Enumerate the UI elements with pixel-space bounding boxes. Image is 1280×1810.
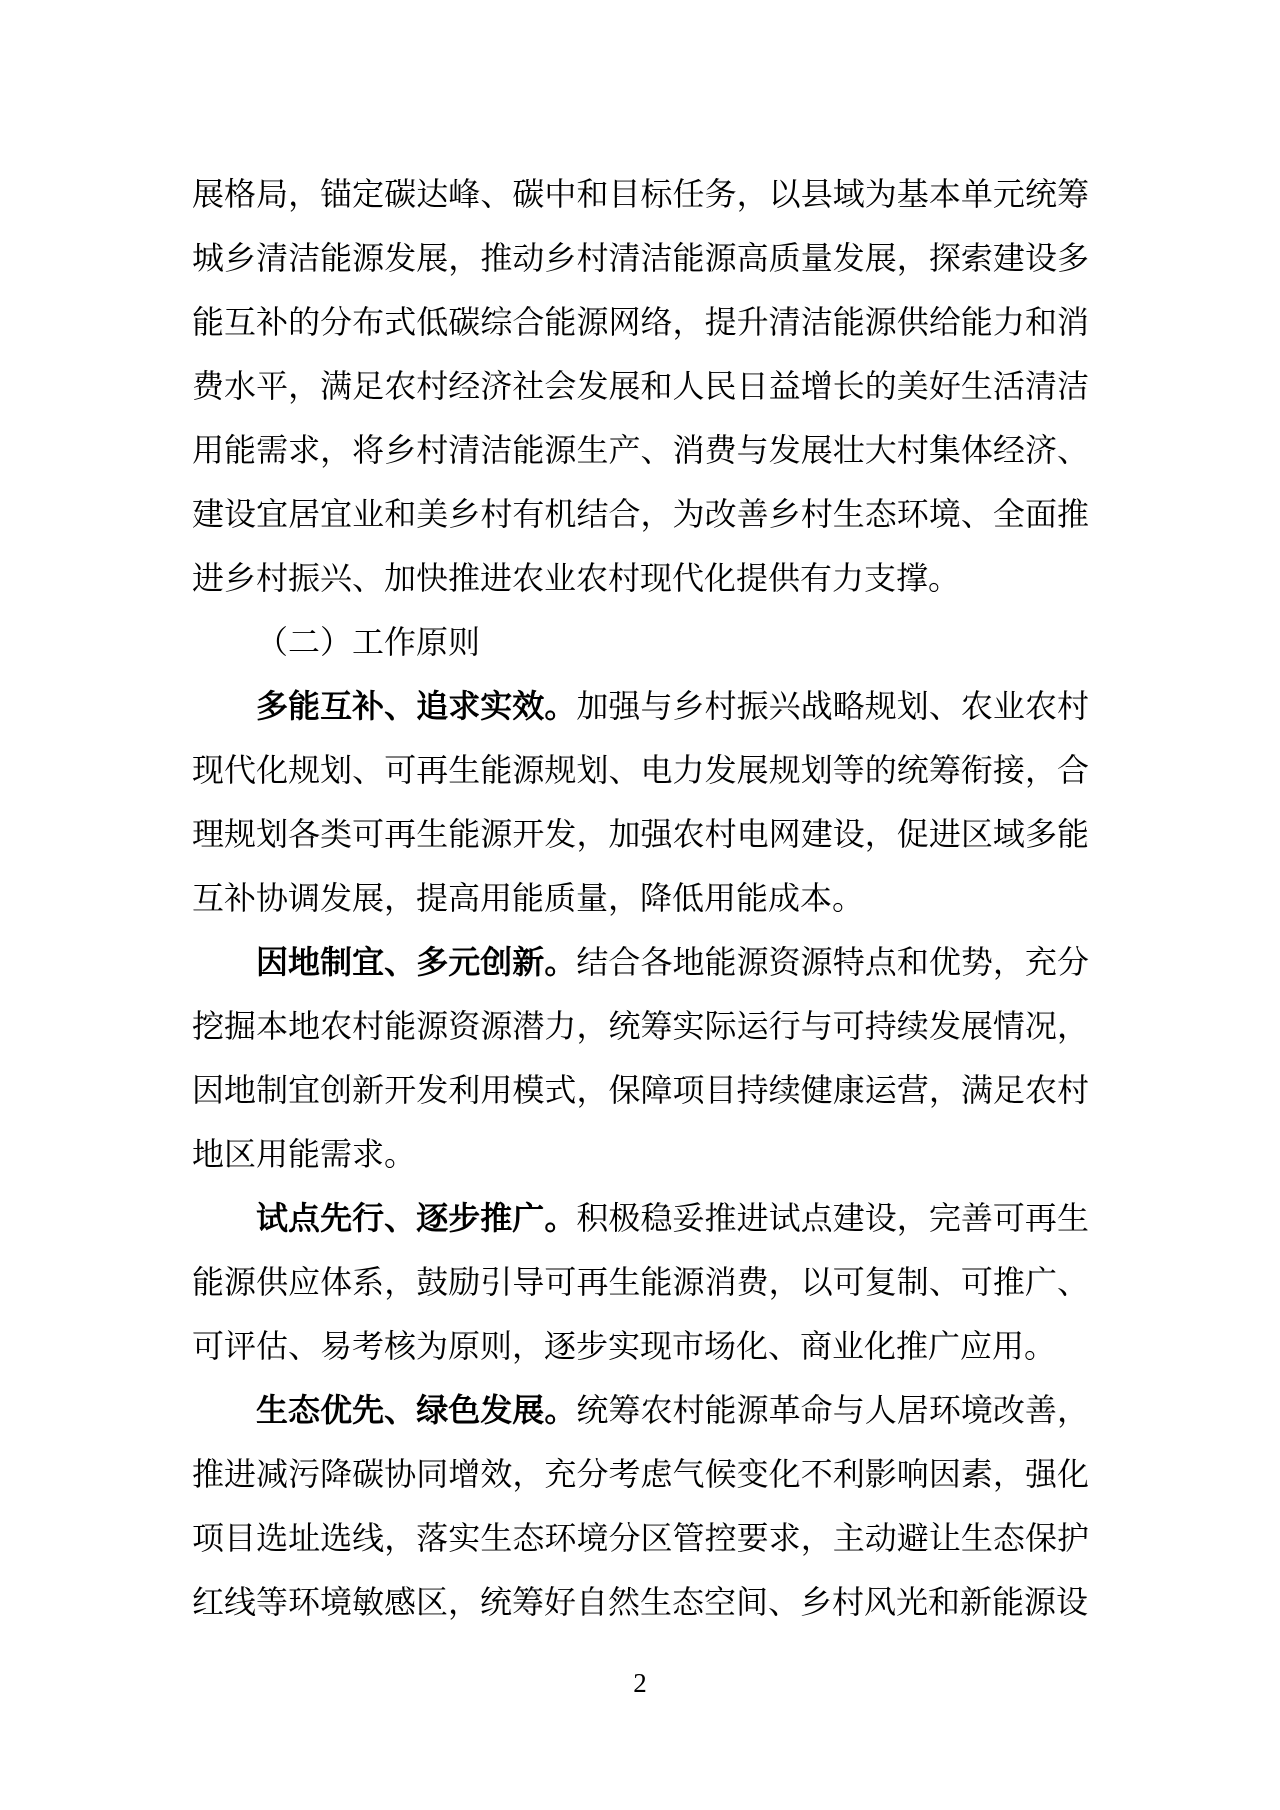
document-body (192, 162, 1089, 1634)
paragraph-text: 加强与乡村振兴战略规划、农业农村现代化规划、可再生能源规划、电力发展规划等的统筹衔接，合理规划各类可再生能源开发，加强农村电网建设，促进区域多能互补协调发展，提高用能质量，降低用能成本。 (192, 688, 1089, 916)
paragraph (192, 674, 1089, 930)
paragraph-text: 统筹农村能源革命与人居环境改善，推进减污降碳协同增效，充分考虑气候变化不利影响因素，强化项目选址选线，落实生态环境分区管控要求，主动避让生态保护红线等环境敏感区，统筹好自然生态空间、乡村风光和新能源设 (192, 1392, 1089, 1620)
paragraph (192, 1378, 1089, 1634)
page-number: 2 (633, 1668, 647, 1698)
paragraph-text: 积极稳妥推进试点建设，完善可再生能源供应体系，鼓励引导可再生能源消费，以可复制、可推广、可评估、易考核为原则，逐步实现市场化、商业化推广应用。 (192, 1200, 1089, 1364)
paragraph (192, 930, 1089, 1186)
paragraph-lead-emphasis: 试点先行、逐步推广。 (256, 1200, 577, 1236)
paragraph (192, 1186, 1089, 1378)
paragraph-lead-emphasis: 多能互补、追求实效。 (256, 688, 577, 724)
paragraph-text: 展格局，锚定碳达峰、碳中和目标任务，以县域为基本单元统筹城乡清洁能源发展，推动乡村清洁能源高质量发展，探索建设多能互补的分布式低碳综合能源网络，提升清洁能源供给能力和消费水平，满足农村经济社会发展和人民日益增长的美好生活清洁用能需求，将乡村清洁能源生产、消费与发展壮大村集体经济、建设宜居宜业和美乡村有机结合，为改善乡村生态环境、全面推进乡村振兴、加快推进农业农村现代化提供有力支撑。 (192, 176, 1089, 596)
paragraph-lead-emphasis: 因地制宜、多元创新。 (256, 944, 577, 980)
paragraph-lead-emphasis: 生态优先、绿色发展。 (256, 1392, 577, 1428)
paragraph (192, 162, 1089, 610)
section-heading (192, 610, 1089, 674)
paragraph-text: （二）工作原则 (256, 624, 481, 660)
paragraph-text: 结合各地能源资源特点和优势，充分挖掘本地农村能源资源潜力，统筹实际运行与可持续发展情况，因地制宜创新开发利用模式，保障项目持续健康运营，满足农村地区用能需求。 (192, 944, 1089, 1172)
